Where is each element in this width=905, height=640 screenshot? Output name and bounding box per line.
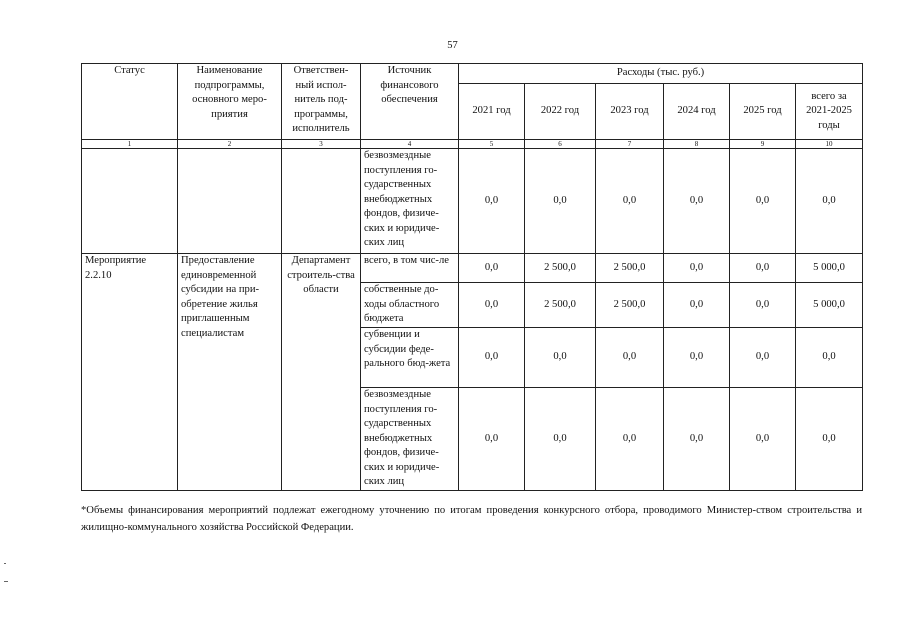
measure-status: Мероприятие 2.2.10 bbox=[82, 254, 178, 491]
value-cell: 0,0 bbox=[596, 328, 664, 388]
value-cell: 0,0 bbox=[730, 388, 796, 491]
column-number: 7 bbox=[596, 140, 664, 149]
value-cell: 2 500,0 bbox=[525, 254, 596, 283]
table-row bbox=[82, 254, 863, 283]
header-name: Наименование подпрограммы, основного меро-приятия bbox=[178, 64, 282, 140]
value-cell: 0,0 bbox=[664, 328, 730, 388]
header-expenses: Расходы (тыс. руб.) bbox=[459, 64, 863, 84]
source-cell: субвенции и субсидии феде-рального бюд-жета bbox=[361, 328, 459, 388]
value-cell: 0,0 bbox=[796, 328, 863, 388]
value-cell: 0,0 bbox=[664, 149, 730, 254]
value-cell: 0,0 bbox=[459, 388, 525, 491]
value-cell: 5 000,0 bbox=[796, 254, 863, 283]
header-year-2024: 2024 год bbox=[664, 84, 730, 140]
header-year-2022: 2022 год bbox=[525, 84, 596, 140]
value-cell: 0,0 bbox=[525, 388, 596, 491]
column-number: 2 bbox=[178, 140, 282, 149]
value-cell: 0,0 bbox=[596, 388, 664, 491]
page-number: 57 bbox=[447, 40, 458, 51]
value-cell: 0,0 bbox=[796, 149, 863, 254]
column-number: 3 bbox=[282, 140, 361, 149]
value-cell: 0,0 bbox=[459, 149, 525, 254]
value-cell: 0,0 bbox=[664, 388, 730, 491]
source-cell: всего, в том чис-ле bbox=[361, 254, 459, 283]
source-cell: собственные до-ходы областного бюджета bbox=[361, 283, 459, 328]
margin-mark bbox=[4, 563, 6, 564]
value-cell: 0,0 bbox=[459, 328, 525, 388]
value-cell: 2 500,0 bbox=[596, 283, 664, 328]
value-cell: 0,0 bbox=[664, 283, 730, 328]
value-cell: 0,0 bbox=[664, 254, 730, 283]
column-number: 9 bbox=[730, 140, 796, 149]
column-number: 10 bbox=[796, 140, 863, 149]
column-number: 4 bbox=[361, 140, 459, 149]
value-cell: 0,0 bbox=[730, 328, 796, 388]
value-cell: 0,0 bbox=[459, 254, 525, 283]
measure-responsible: Департамент строитель-ства области bbox=[282, 254, 361, 491]
value-cell: 0,0 bbox=[525, 328, 596, 388]
header-status: Статус bbox=[82, 64, 178, 140]
value-cell: 0,0 bbox=[596, 149, 664, 254]
table-row bbox=[82, 149, 863, 254]
value-cell: 5 000,0 bbox=[796, 283, 863, 328]
column-number: 6 bbox=[525, 140, 596, 149]
column-number: 5 bbox=[459, 140, 525, 149]
header-source: Источник финансового обеспечения bbox=[361, 64, 459, 140]
header-total: всего за 2021-2025 годы bbox=[796, 84, 863, 140]
source-cell: безвозмездные поступления го-сударственных внебюджетных фондов, физиче-ских и юридиче-ских лиц bbox=[361, 388, 459, 491]
margin-mark bbox=[4, 581, 8, 582]
source-cell: безвозмездные поступления го-сударственных внебюджетных фондов, физиче-ских и юридиче-ских лиц bbox=[361, 149, 459, 254]
footnote: *Объемы финансирования мероприятий подлежат ежегодному уточнению по итогам проведения конкурсного отбора, проводимого Министер-ством строительства и жилищно-коммунального хозяйства Российской Федерации. bbox=[81, 505, 862, 533]
value-cell: 0,0 bbox=[730, 149, 796, 254]
value-cell: 0,0 bbox=[730, 283, 796, 328]
column-number: 1 bbox=[82, 140, 178, 149]
value-cell: 0,0 bbox=[459, 283, 525, 328]
value-cell: 2 500,0 bbox=[525, 283, 596, 328]
header-year-2021: 2021 год bbox=[459, 84, 525, 140]
value-cell: 0,0 bbox=[525, 149, 596, 254]
value-cell: 2 500,0 bbox=[596, 254, 664, 283]
measure-name: Предоставление единовременной субсидии на при-обретение жилья приглашенным специалистам bbox=[178, 254, 282, 491]
header-year-2023: 2023 год bbox=[596, 84, 664, 140]
value-cell: 0,0 bbox=[730, 254, 796, 283]
header-year-2025: 2025 год bbox=[730, 84, 796, 140]
budget-table bbox=[81, 63, 863, 491]
column-number: 8 bbox=[664, 140, 730, 149]
header-responsible: Ответствен-ный испол-нитель под-программы, исполнитель bbox=[282, 64, 361, 140]
value-cell: 0,0 bbox=[796, 388, 863, 491]
